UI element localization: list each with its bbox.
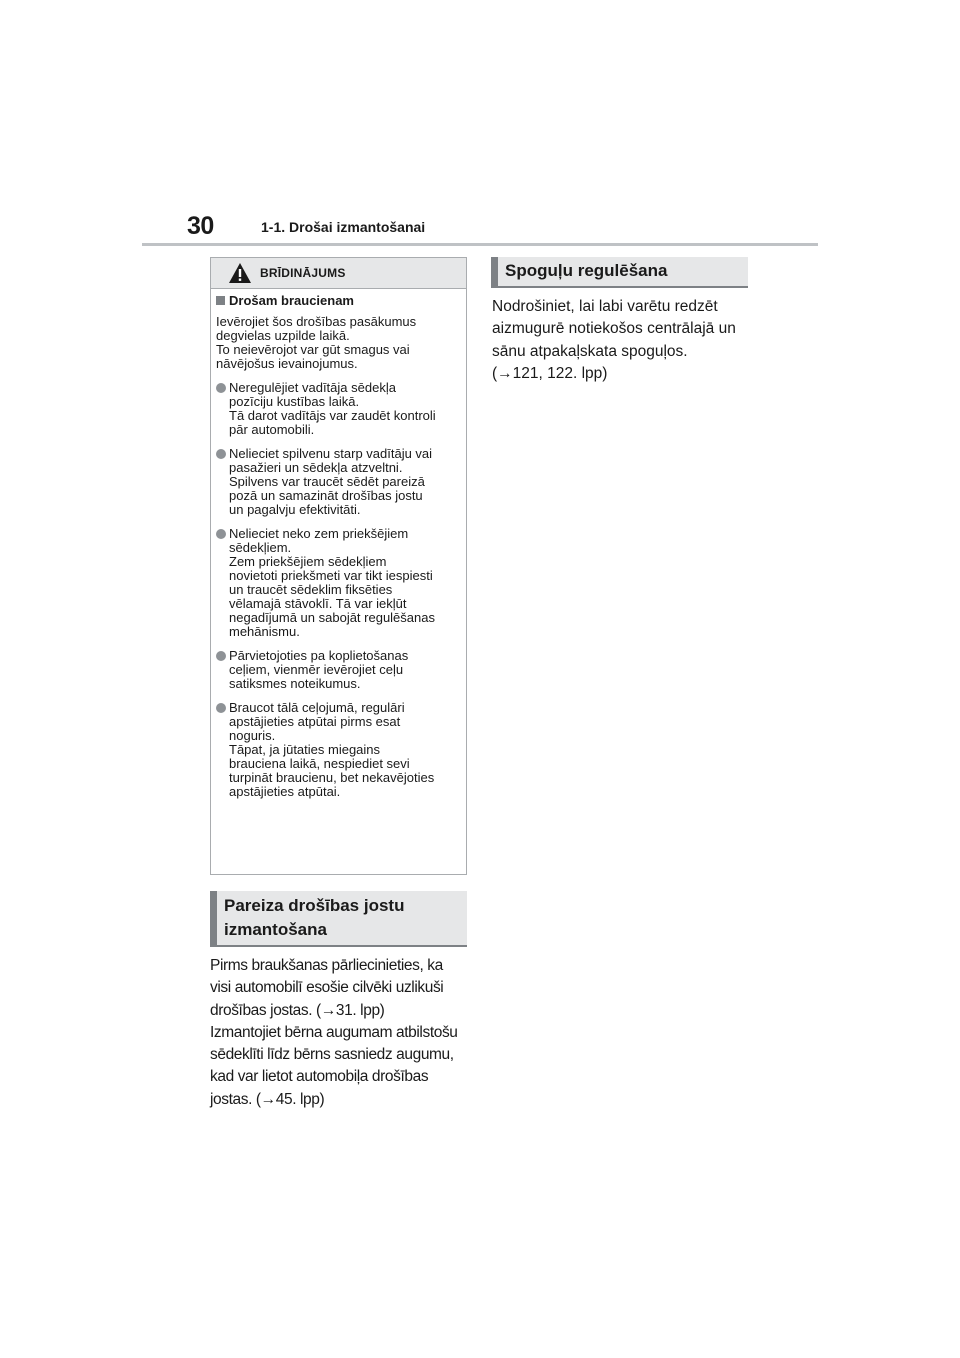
warning-item <box>216 447 456 517</box>
warning-item-text: Pārvietojoties pa koplietošanas ceļiem, vienmēr ievērojiet ceļu satiksmes noteikumus. <box>229 648 409 691</box>
warning-item-text: Braucot tālā ceļojumā, regulāri apstājieties atpūtai pirms esat noguris. Tāpat, ja jūtaties miegains brauciena laikā, nespiediet sevi turpināt braucienu, bet nekavējoties apstājieties atpūtai. <box>229 700 435 799</box>
warning-triangle-icon <box>228 262 252 284</box>
warning-item <box>216 701 456 799</box>
square-bullet-icon <box>216 296 225 305</box>
warning-list <box>216 381 456 799</box>
warning-item-text: Neregulējiet vadītāja sēdekļa pozīciju kustības laikā. Tā darot vadītājs var zaudēt kontroli pār automobili. <box>229 380 436 437</box>
bullet-dot-icon <box>216 651 226 661</box>
warning-header <box>211 258 466 289</box>
warning-item-text: Nelieciet neko zem priekšējiem sēdekļiem. Zem priekšējiem sēdekļiem novietoti priekšmeti var tikt iespiesti un traucēt sēdeklim fiksēties vēlamajā stāvoklī. Tā var iekļūt negadījumā un sabojāt regulēšanas mehānismu. <box>229 526 435 639</box>
page-number: 30 <box>187 212 214 240</box>
mirror-section-heading: Spoguļu regulēšana <box>491 257 748 288</box>
bullet-dot-icon <box>216 449 226 459</box>
mirror-paragraph: Nodrošiniet, lai labi varētu redzēt aizmugurē notiekošos centrālajā un sānu atpakaļskata spoguļos. (→121, 122. lpp) <box>492 298 736 382</box>
header-rule <box>142 243 818 246</box>
warning-title: BRĪDINĀJUMS <box>260 266 346 280</box>
seatbelt-paragraph: Pirms braukšanas pārliecinieties, ka visi automobilī esošie cilvēki uzlikuši drošības jostas. (→31. lpp) Izmantojiet bērna augumam atbilstošu sēdeklīti līdz bērns sasniedz augumu, kad var lietot automobiļa drošības jostas. (→45. lpp) <box>210 957 458 1108</box>
warning-subhead-text: Drošam braucienam <box>229 293 354 308</box>
section-title: 1-1. Drošai izmantošanai <box>261 219 426 235</box>
bullet-dot-icon <box>216 703 226 713</box>
warning-body <box>211 289 466 799</box>
warning-item-text: Nelieciet spilvenu starp vadītāju vai pasažieri un sēdekļa atzveltni. Spilvens var traucēt sēdēt pareizā pozā un samazināt drošības jostu un pagalvju efektivitāti. <box>229 446 433 517</box>
warning-item <box>216 527 456 639</box>
bullet-dot-icon <box>216 383 226 393</box>
bullet-dot-icon <box>216 529 226 539</box>
seatbelt-section-heading: Pareiza drošības jostu izmantošana <box>210 891 467 947</box>
warning-item <box>216 381 456 437</box>
warning-box <box>210 257 467 875</box>
warning-subhead <box>216 293 456 308</box>
warning-item <box>216 649 456 691</box>
warning-intro: Ievērojiet šos drošības pasākumus degvielas uzpilde laikā. To neievērojot var gūt smagus vai nāvējošus ievainojumus. <box>216 314 417 371</box>
